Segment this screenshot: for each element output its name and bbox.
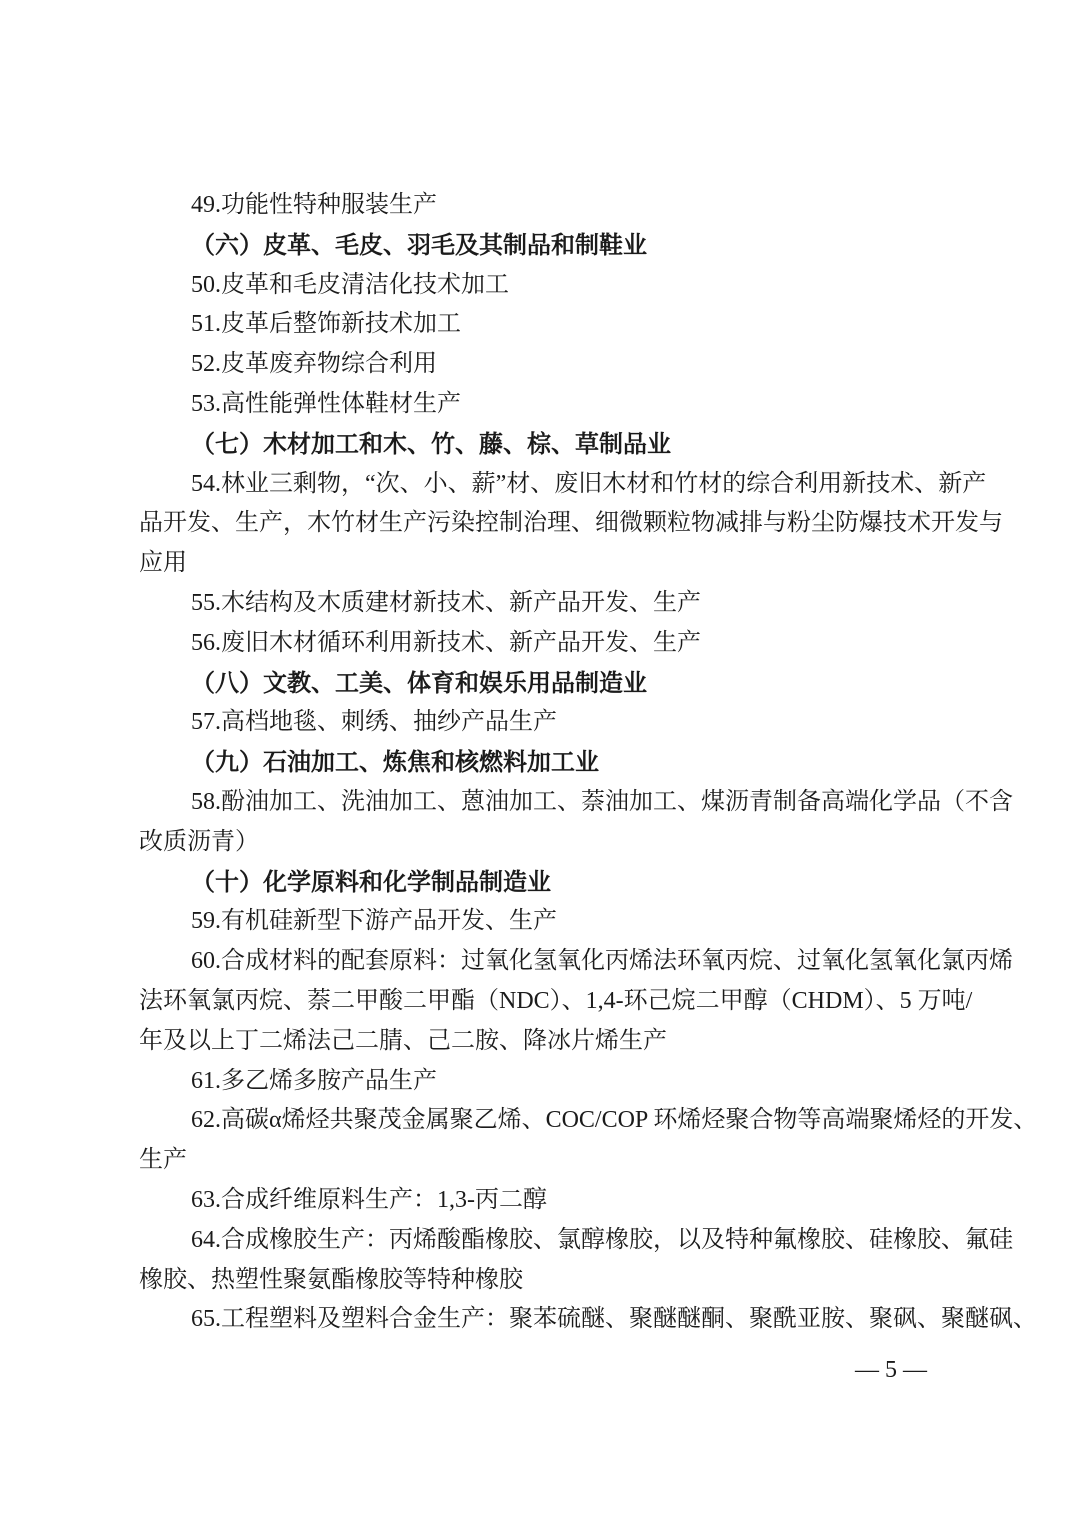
- section-heading: （七）木材加工和木、竹、藤、棕、草制品业: [191, 430, 671, 458]
- continuation-line: 橡胶、热塑性聚氨酯橡胶等特种橡胶: [139, 1266, 523, 1293]
- list-item-line: 58.酚油加工、洗油加工、蒽油加工、萘油加工、煤沥青制备高端化学品（不含: [191, 788, 1013, 815]
- list-item-line: 53.高性能弹性体鞋材生产: [191, 390, 461, 417]
- continuation-line: 改质沥青）: [139, 828, 259, 855]
- list-item-line: 64.合成橡胶生产：丙烯酸酯橡胶、氯醇橡胶，以及特种氟橡胶、硅橡胶、氟硅: [191, 1226, 1013, 1253]
- list-item-line: 54.林业三剩物，“次、小、薪”材、废旧木材和竹材的综合利用新技术、新产: [191, 470, 987, 497]
- list-item-line: 51.皮革后整饰新技术加工: [191, 311, 461, 338]
- list-item-line: 63.合成纤维原料生产：1,3-丙二醇: [191, 1186, 547, 1213]
- continuation-line: 品开发、生产，木竹材生产污染控制治理、细微颗粒物减排与粉尘防爆技术开发与: [139, 510, 1003, 537]
- page-number: — 5 —: [855, 1357, 927, 1383]
- list-item-line: 49.功能性特种服装生产: [191, 192, 437, 218]
- continuation-line: 法环氧氯丙烷、萘二甲酸二甲酯（NDC）、1,4-环己烷二甲醇（CHDM）、5 万吨/: [139, 987, 973, 1014]
- list-item-line: 57.高档地毯、刺绣、抽纱产品生产: [191, 709, 557, 736]
- list-item-line: 60.合成材料的配套原料：过氧化氢氧化丙烯法环氧丙烷、过氧化氢氧化氯丙烯: [191, 948, 1013, 975]
- list-item-line: 55.木结构及木质建材新技术、新产品开发、生产: [191, 589, 701, 616]
- list-item-line: 65.工程塑料及塑料合金生产：聚苯硫醚、聚醚醚酮、聚酰亚胺、聚砜、聚醚砜、: [191, 1306, 1037, 1333]
- list-item-line: 52.皮革废弃物综合利用: [191, 351, 437, 378]
- section-heading: （十）化学原料和化学制品制造业: [191, 868, 551, 896]
- list-item-line: 62.高碳α烯烃共聚茂金属聚乙烯、COC/COP 环烯烃聚合物等高端聚烯烃的开发、: [191, 1107, 1038, 1134]
- continuation-line: 年及以上丁二烯法己二腈、己二胺、降冰片烯生产: [139, 1027, 667, 1054]
- list-item-line: 61.多乙烯多胺产品生产: [191, 1067, 437, 1094]
- section-heading: （八）文教、工美、体育和娱乐用品制造业: [191, 669, 647, 697]
- continuation-line: 应用: [139, 550, 187, 577]
- list-item-line: 50.皮革和毛皮清洁化技术加工: [191, 271, 509, 298]
- list-item-line: 59.有机硅新型下游产品开发、生产: [191, 908, 557, 935]
- document-content: [139, 186, 1038, 1340]
- list-item-line: 56.废旧木材循环利用新技术、新产品开发、生产: [191, 629, 701, 656]
- section-heading: （六）皮革、毛皮、羽毛及其制品和制鞋业: [191, 231, 647, 259]
- section-heading: （九）石油加工、炼焦和核燃料加工业: [191, 749, 599, 777]
- continuation-line: 生产: [139, 1147, 187, 1174]
